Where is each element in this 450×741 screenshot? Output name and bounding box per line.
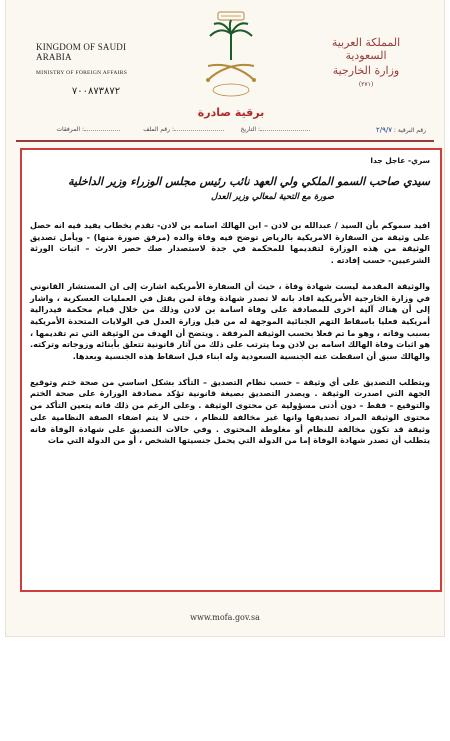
cable-number-value: ٢/٩/٧ <box>375 126 392 134</box>
paragraph-2: والوثيقة المقدمة ليست شهادة وفاة ، حيث أن السفارة الأمريكية اشارت إلى ان المستشار القانوني في وزارة الخارجية الأمريكية افاد بانه لا تصدر شهادة وفاة لمن يقتل في العمليات العسكرية ، واشار إلى أن هناك آلية اخرى للمصادقة على وفاة اسامة بن لادن وذلك من خلال قيام محكمة فيدرالية أمريكية فعليا باسقاط التهم الجنائية الموجهة له من قبل وزارة العدل في الولايات المتحدة الأمريكية بسبب وفاته ، وهو ما تم فعلا بحسب الوثيقة المرفقة . ويتضح أن الهدف من الوثيقة التي تم تقديمها ، هو اثبات وفاة الهالك اسامه بن لادن وما يترتب على ذلك من آثار قانونية تتعلق بأبنائه وزوجاته وتركته. والهالك سبق أن اسقطت عنه الجنسية السعودية وله ابناء قبل اسقاط هذه الجنسية وبعدها. <box>30 280 430 362</box>
message-frame <box>20 148 442 592</box>
header-arabic <box>316 36 416 88</box>
classification: سري- عاجل جدا <box>370 156 430 165</box>
file-number-field <box>143 126 174 133</box>
cable-number-field <box>376 126 426 134</box>
file-number-label: رقم الملف : <box>143 126 174 133</box>
copy-to-line: صورة مع التحية لمعالي وزير العدل <box>211 192 334 202</box>
attachments-field <box>56 126 84 133</box>
paragraph-1: افيد سموكم بأن السيد / عبدالله بن لادن – ابن الهالك اسامه بن لادن- تقدم بخطاب يفيد فيه انه حصل على وثيقة من السفارة الامريكية بالرياض توضح فيه وفاة والده (مرفق صورة منها) - ويأمل تصديق الوثيقة من هذه الوزارة لتقديمها للمحكمة في جدة لاستصدار صك حصر الارث – اثبات الورثة الشرعيين- حسب إفادته . <box>30 220 430 266</box>
addressee-line: سيدي صاحب السمو الملكي ولي العهد نائب رئيس مجلس الوزراء وزير الداخلية <box>68 175 430 188</box>
cable-number-label: رقم البرقية : <box>393 127 426 134</box>
message-body <box>30 156 430 447</box>
header-english <box>36 42 156 97</box>
ministry-name-en: MINISTRY OF FOREIGN AFFAIRS <box>36 70 128 76</box>
footer-website: www.mofa.gov.sa <box>190 613 260 622</box>
attachments-line <box>84 126 120 131</box>
document-number: ٧٠٠٨٧٣٨٧٢ <box>71 86 121 97</box>
form-code: (٢٧١) <box>358 81 374 88</box>
file-number-line <box>174 126 224 131</box>
kingdom-name-ar: المملكة العربية السعودية <box>331 36 401 62</box>
paragraph-3: ويتطلب التصديق على أي وثيقة – حسب نظام التصديق – التأكد بشكل اساسي من صحة ختم وتوقيع الجهة التي اصدرت الوثيقة . ويصدر التصديق بصيغة قانونية تؤكد مصادقة الوزارة على صحة الختم والتوقيع – فقط – دون أدنى مسؤولية عن محتوى الوثيقة . وعلى الرغم من ذلك فانه يتعين التأكد من محتوى الوثيقة المراد تصديقها وانها غير مخالفة للنظام ، حتى لا يتم اضفاء الصفة النظامية على وثيقة قد تكون مخالفة للنظام أو مغلوطة المحتوى . وفي حالات التصديق على شهادة الوفاة فانه يتطلب أن تصدر شهادة الوفاة إما من الدولة التي يحمل جنسيتها الشخص ، أو من الدولة التي مات <box>30 376 430 446</box>
header-divider <box>16 140 434 142</box>
kingdom-name-en: KINGDOM OF SAUDI ARABIA <box>36 42 127 62</box>
date-line <box>260 126 310 131</box>
attachments-label: المرفقات : <box>56 126 84 133</box>
ministry-name-ar: وزارة الخارجية <box>332 64 400 77</box>
saudi-emblem-icon <box>196 10 266 102</box>
date-label: التاريخ : <box>240 126 260 133</box>
date-field <box>240 126 260 133</box>
outgoing-telegram-label: برقية صادرة <box>197 106 265 119</box>
letter-sheet <box>6 0 444 636</box>
